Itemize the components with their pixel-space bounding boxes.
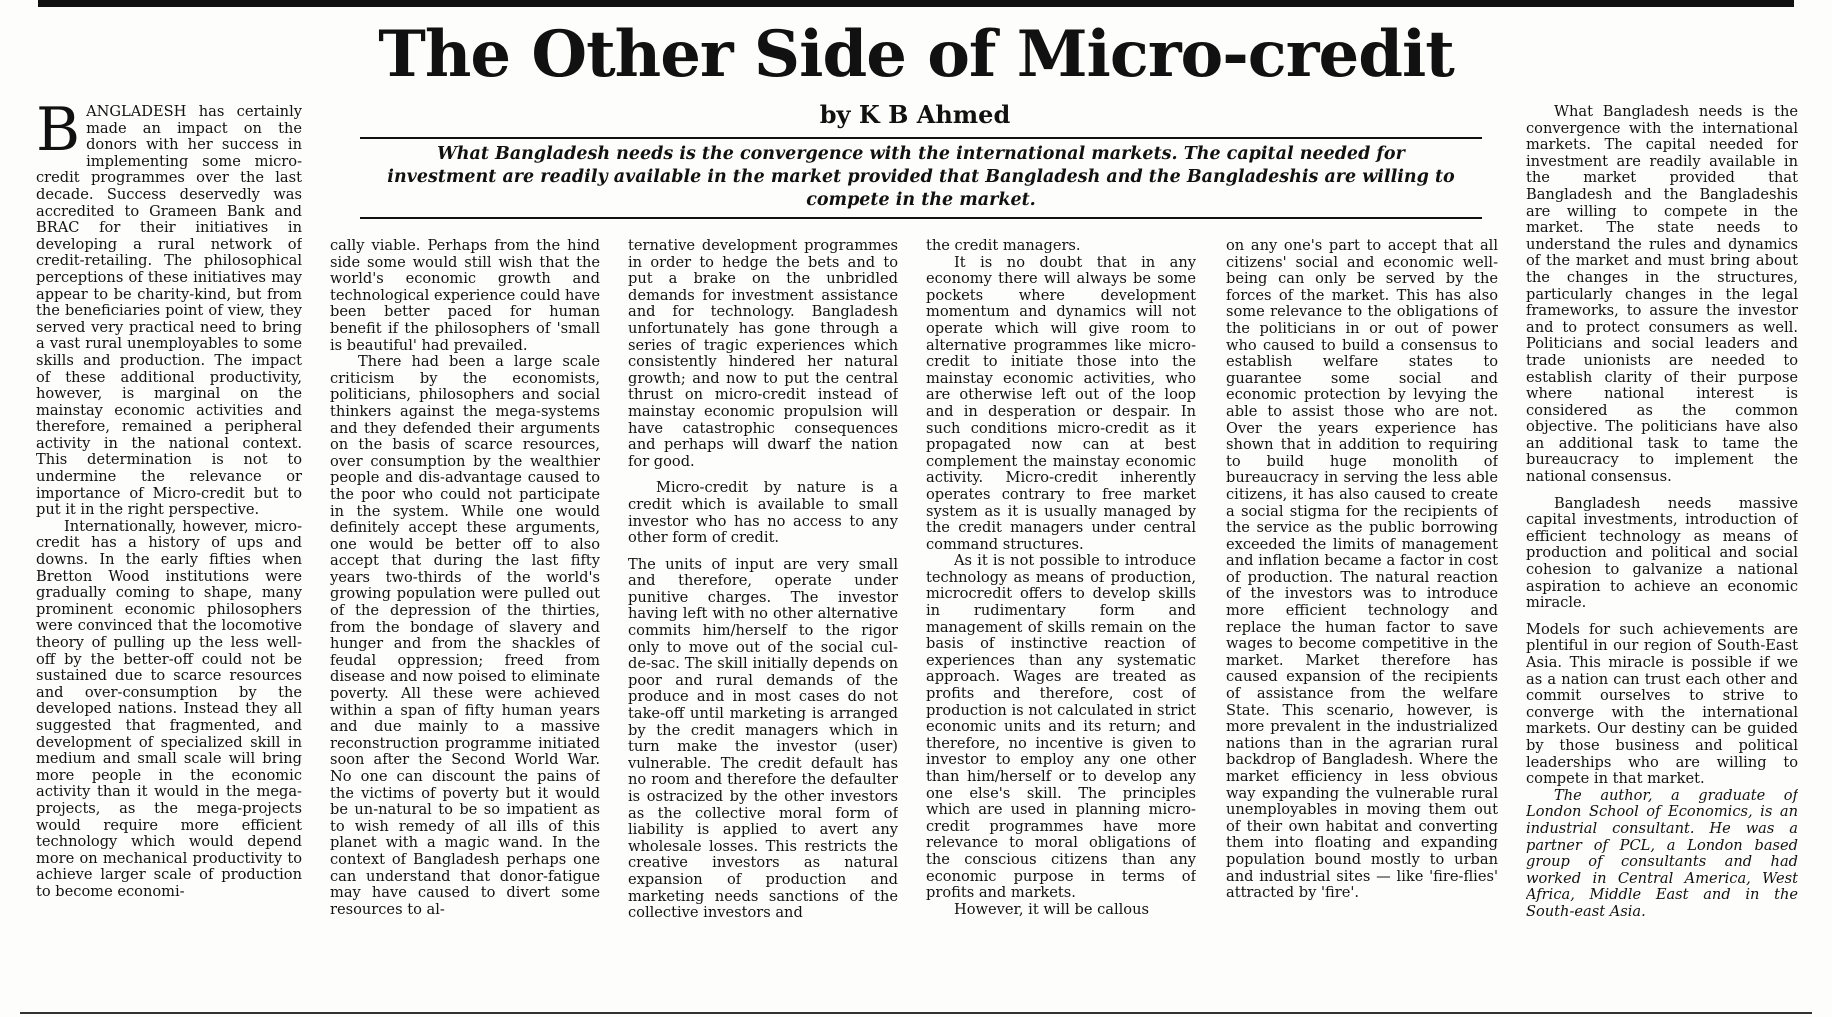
paragraph: the credit managers. [926,238,1081,254]
deck-rule-top [360,137,1482,139]
paragraph: on any one's part to accept that all citizens' social and economic well-being can only be served by the forces of the market. This has also some relevance to the obligations of the politicians in or out of power who caused to build a consensus to establish welfare states to guarantee some social and economic protection by levying the able to assist those who are not. Over the years experience has shown that in addition to requiring to build huge monolith of bureaucracy in serving the less able citizens, it has also caused to create a social stigma for the recipients of the service as the public borrowing exceeded the limits of management and inflation became a factor in cost of production. The natural reaction of the investors was to introduce more efficient technology and replace the human factor to save wages to become competitive in the market. Market therefore has caused expansion of the recipients of assistance from the welfare State. This scenario, however, is more prevalent in the industrialized nations than in the agrarian rural backdrop of Bangladesh. Where the market efficiency in less obvious way expanding the vulnerable rural unemployables in moving them out of their own habitat and converting them into floating and expanding population bound mostly to urban and industrial sites — like 'fire-flies' attracted by 'fire'. [1226,238,1498,902]
paragraph: ANGLADESH has certainly made an impact on the donors with her success in implementing some micro-credit programmes over the last decade. Success deservedly was accredited to Grameen Bank and BRAC for their initiatives in developing a rural network of credit-retailing. The philosophical perceptions of these initiatives may appear to be charity-kind, but from the beneficiaries point of view, they served very practical need to bring a vast rural unemployables to some skills and production. The impact of these additional productivity, however, is marginal on the mainstay economic activities and therefore, remained a peripheral activity in the national context. This determination is not to undermine the relevance or importance of Micro-credit but to put it in the right perspective. [36,104,302,519]
author-bio: The author, a graduate of London School of Economics, is an industrial consultant. He was a partner of PCL, a London based group of consultants and had worked in Central America, West Africa, Middle East and in the South-east Asia. [1526,786,1798,920]
column-3 [628,238,898,1008]
paragraph: There had been a large scale criticism by the economists, politicians, philosophers and social thinkers against the mega-systems and they defended their arguments on the basis of scarce resources, over consumption by the wealthier people and dis-advantage caused to the poor who could not participate in the system. While one would definitely accept these arguments, one would be better off to also accept that during the last fifty years two-thirds of the world's growing population were pulled out of the depression of the thirties, from the bondage of slavery and hunger and from the shackles of feudal oppression; freed from disease and now poised to eliminate poverty. All these were achieved within a span of fifty human years and due mainly to a massive reconstruction programme initiated soon after the Second World War. No one can discount the pains of the victims of poverty but it would be un-natural to be so impatient as to wish remedy of all ills of this planet with a magic wand. In the context of Bangladesh perhaps one can understand that donor-fatigue may have caused to divert some resources to al- [330,353,600,918]
column-6 [1526,104,1798,1006]
paragraph: ternative development programmes in order to hedge the bets and to put a brake on the unbridled demands for investment assistance and for technology. Bangladesh unfortunately has gone through a series of tragic experiences which consistently hindered her natural growth; and now to put the central thrust on micro-credit instead of mainstay economic propulsion will have catastrophic consequences and perhaps will dwarf the nation for good. [628,238,898,470]
column-2 [330,238,600,1008]
paragraph: Bangladesh needs massive capital investments, introduction of efficient technology as means of production and political and social cohesion to galvanize a national aspiration to achieve an economic miracle. [1526,494,1798,612]
bottom-rule [20,1012,1812,1014]
paragraph: What Bangladesh needs is the convergence with the international markets. The capital needed for investment are readily available in the market provided that Bangladesh and the Bangladeshis are willing to compete in the market. The state needs to understand the rules and dynamics of the market and must bring about the changes in the structures, particularly changes in the legal frameworks, to assure the investor and to protect consumers as well. Politicians and social leaders and trade unionists are needed to establish clarity of their purpose where national interest is considered as the common objective. The politicians have also an additional task to tame the bureaucracy to implement the national consensus. [1526,104,1798,486]
paragraph: As it is not possible to introduce technology as means of production, microcredit offers to develop skills in rudimentary form and management of skills remain on the basis of instinctive reaction of experiences than any systematic approach. Wages are treated as profits and therefore, cost of production is not calculated in strict economic units and its return; and therefore, no incentive is given to investor to employ any one other than him/herself or to develop any one else's skill. The principles which are used in planning micro-credit programmes have more relevance to moral obligations of the conscious citizens than any economic purpose in terms of profits and markets. [926,552,1196,902]
drop-cap: B [36,104,81,165]
byline: by K B Ahmed [819,100,1011,129]
paragraph: Models for such achievements are plentiful in our region of South-East Asia. This miracle is possible if we as a nation can trust each other and commit ourselves to strive to converge with the international markets. Our destiny can be guided by those business and political leaderships who are willing to compete in that market. [1526,620,1798,788]
headline: The Other Side of Micro-credit [378,17,1454,92]
paragraph: cally viable. Perhaps from the hind side some would still wish that the world's economic growth and technological experience could have been better paced for human benefit if the philosophers of 'small is beautiful' had prevailed. [330,238,600,354]
column-5 [1226,238,1498,1008]
paragraph: However, it will be callous [954,900,1149,918]
top-rule [38,0,1794,7]
paragraph: It is no doubt that in any economy there will always be some pockets where development momentum and dynamics will not operate which will give room to alternative programmes like micro-credit to initiate those into the mainstay economic activities, who are otherwise left out of the loop and in desperation or despair. In such conditions micro-credit as it propagated now can at best complement the mainstay economic activity. Micro-credit inherently operates contrary to free market system as it is usually managed by the credit managers under central command structures. [926,253,1196,553]
paragraph: The units of input are very small and therefore, operate under punitive charges. The investor having left with no other alternative commits him/herself to the rigor only to move out of the social cul-de-sac. The skill initially depends on poor and rural demands of the produce and in most cases do not take-off until marketing is arranged by the credit managers which in turn make the investor (user) vulnerable. The credit default has no room and therefore the defaulter is ostracized by the other investors as the collective moral form of liability is applied to avert any wholesale losses. This restricts the creative investors as natural expansion of production and marketing needs sanctions of the collective investors and [628,555,898,922]
deck-rule-bottom [360,217,1482,219]
column-4 [926,238,1196,1008]
column-1 [36,104,302,1006]
deck: What Bangladesh needs is the convergence with the international markets. The capital needed for investment are readily available in the market provided that Bangladesh and the Bangladeshis are willing to compete in the market. [387,144,1455,210]
paragraph: Internationally, however, micro-credit has a history of ups and downs. In the early fifties when Bretton Wood institutions were gradually coming to shape, many prominent economic philosophers were convinced that the locomotive theory of pulling up the less well-off by the better-off could not be sustained due to scarce resources and over-consumption by the developed nations. Instead they all suggested that fragmented, and development of specialized skill in medium and small scale will bring more people in the economic activity than it would in the mega-projects, as the mega-projects would require more efficient technology which would depend more on mechanical productivity to achieve larger scale of production to become economi- [36,517,302,900]
paragraph: Micro-credit by nature is a credit which is available to small investor who has no access to any other form of credit. [628,479,898,547]
